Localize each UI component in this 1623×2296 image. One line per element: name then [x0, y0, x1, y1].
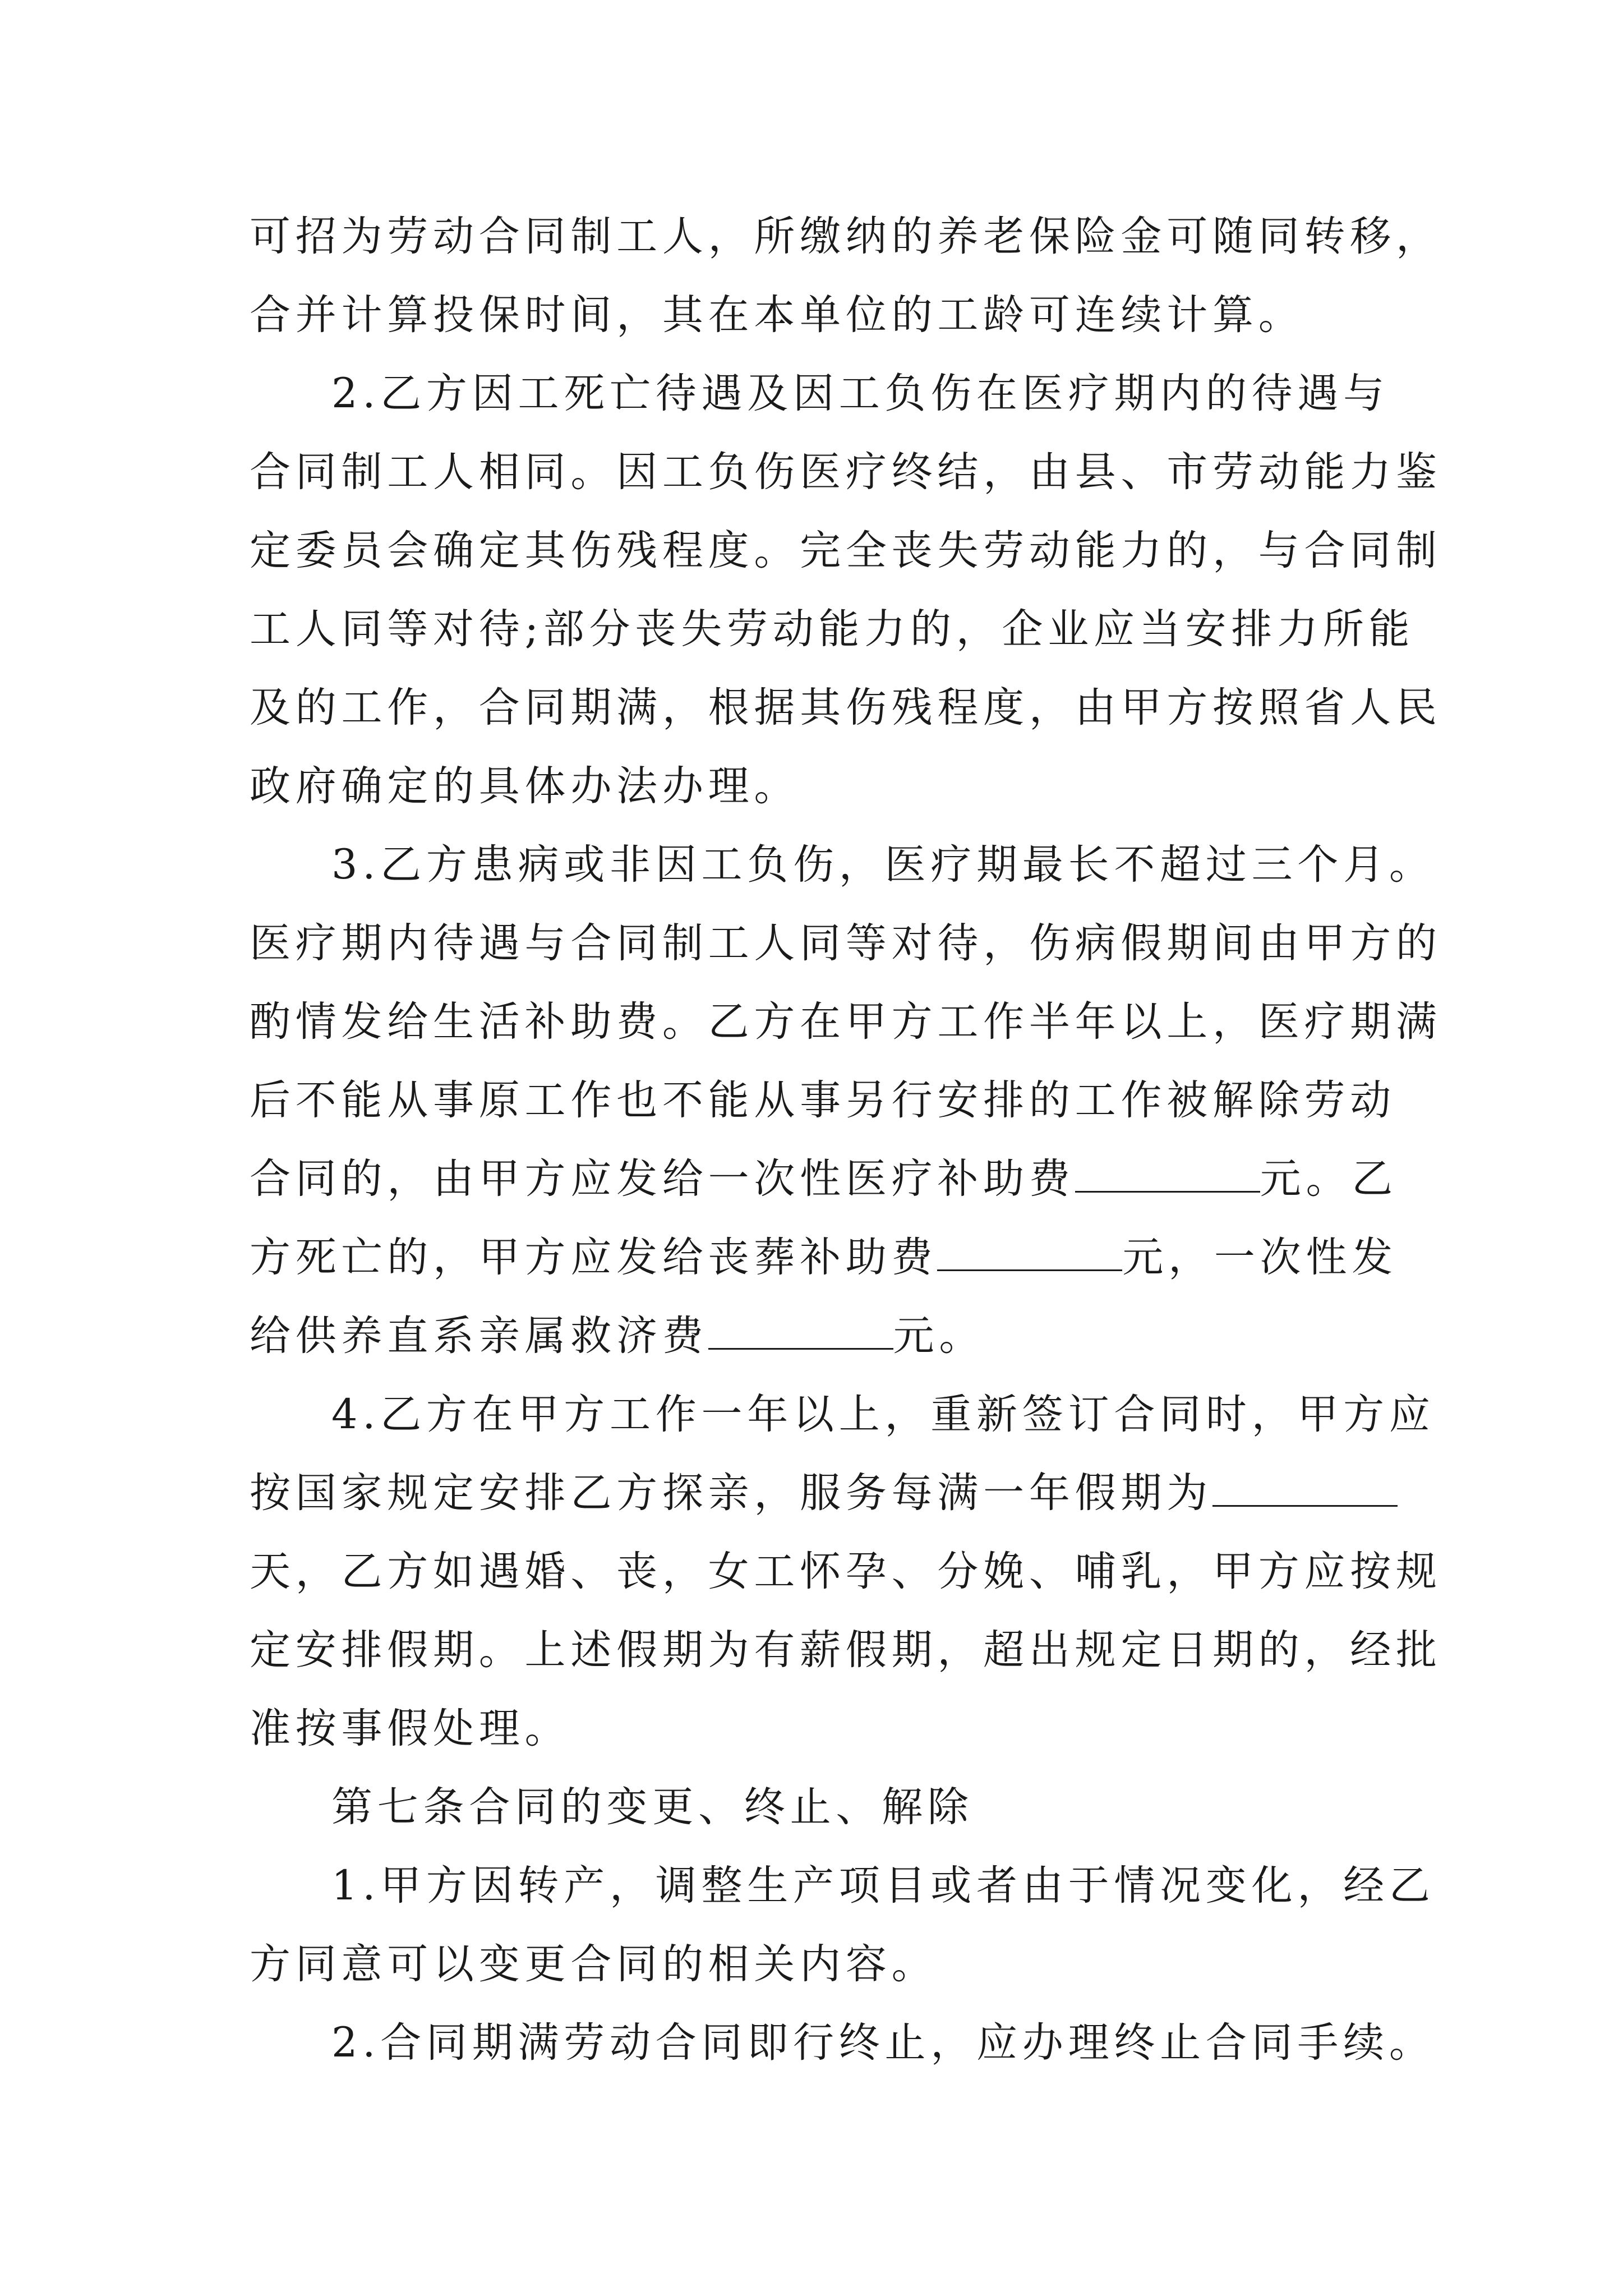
- body-line-with-blank: [250, 1308, 985, 1364]
- fill-in-blank: [708, 1309, 893, 1350]
- body-line: 合同制工人相同。因工负伤医疗终结，由县、市劳动能力鉴: [250, 448, 1442, 496]
- body-line: 定委员会确定其伤残程度。完全丧失劳动能力的，与合同制: [250, 527, 1442, 574]
- section-heading-article-7: 第七条合同的变更、终止、解除: [331, 1783, 974, 1831]
- body-line: 方同意可以变更合同的相关内容。: [250, 1940, 938, 1988]
- body-line-with-blank: [250, 1151, 1398, 1207]
- fill-in-blank: [1212, 1466, 1398, 1507]
- body-line: 可招为劳动合同制工人，所缴纳的养老保险金可随同转移，: [250, 213, 1442, 260]
- body-line: 准按事假处理。: [250, 1705, 571, 1752]
- line-text: 合同的，由甲方应发给一次性医疗补助费: [250, 1155, 1075, 1203]
- body-line: 合并计算投保时间，其在本单位的工龄可连续计算。: [250, 291, 1304, 339]
- body-line-with-blank: [250, 1465, 1398, 1521]
- body-line-with-blank: [250, 1230, 1398, 1286]
- body-line: 及的工作，合同期满，根据其伤残程度，由甲方按照省人民: [250, 684, 1442, 731]
- body-line: 医疗期内待遇与合同制工人同等对待，伤病假期间由甲方的: [250, 919, 1442, 967]
- fill-in-blank: [937, 1230, 1122, 1271]
- paragraph-item-2-start: 2.乙方因工死亡待遇及因工负伤在医疗期内的待遇与: [331, 370, 1389, 417]
- paragraph-item-4-start: 4.乙方在甲方工作一年以上，重新签订合同时，甲方应: [331, 1391, 1435, 1438]
- line-text: 元，一次性发: [1122, 1234, 1398, 1281]
- line-text: 给供养直系亲属救济费: [250, 1312, 708, 1360]
- paragraph-article-7-item-1: 1.甲方因转产，调整生产项目或者由于情况变化，经乙: [331, 1862, 1435, 1910]
- body-line: 定安排假期。上述假期为有薪假期，超出规定日期的，经批: [250, 1626, 1442, 1674]
- paragraph-item-3-start: 3.乙方患病或非因工负伤，医疗期最长不超过三个月。: [331, 841, 1435, 889]
- paragraph-article-7-item-2: 2.合同期满劳动合同即行终止，应办理终止合同手续。: [331, 2019, 1435, 2067]
- body-line: 政府确定的具体办法办理。: [250, 762, 800, 810]
- line-text: 元。: [893, 1312, 985, 1360]
- line-text: 元。乙: [1260, 1155, 1398, 1203]
- body-line: 天，乙方如遇婚、丧，女工怀孕、分娩、哺乳，甲方应按规: [250, 1548, 1442, 1595]
- body-line: 工人同等对待;部分丧失劳动能力的，企业应当安排力所能: [250, 605, 1415, 653]
- line-text: 按国家规定安排乙方探亲，服务每满一年假期为: [250, 1469, 1212, 1517]
- body-line: 后不能从事原工作也不能从事另行安排的工作被解除劳动: [250, 1076, 1396, 1124]
- fill-in-blank: [1075, 1152, 1260, 1193]
- body-line: 酌情发给生活补助费。乙方在甲方工作半年以上，医疗期满: [250, 998, 1442, 1046]
- line-text: 方死亡的，甲方应发给丧葬补助费: [250, 1234, 938, 1281]
